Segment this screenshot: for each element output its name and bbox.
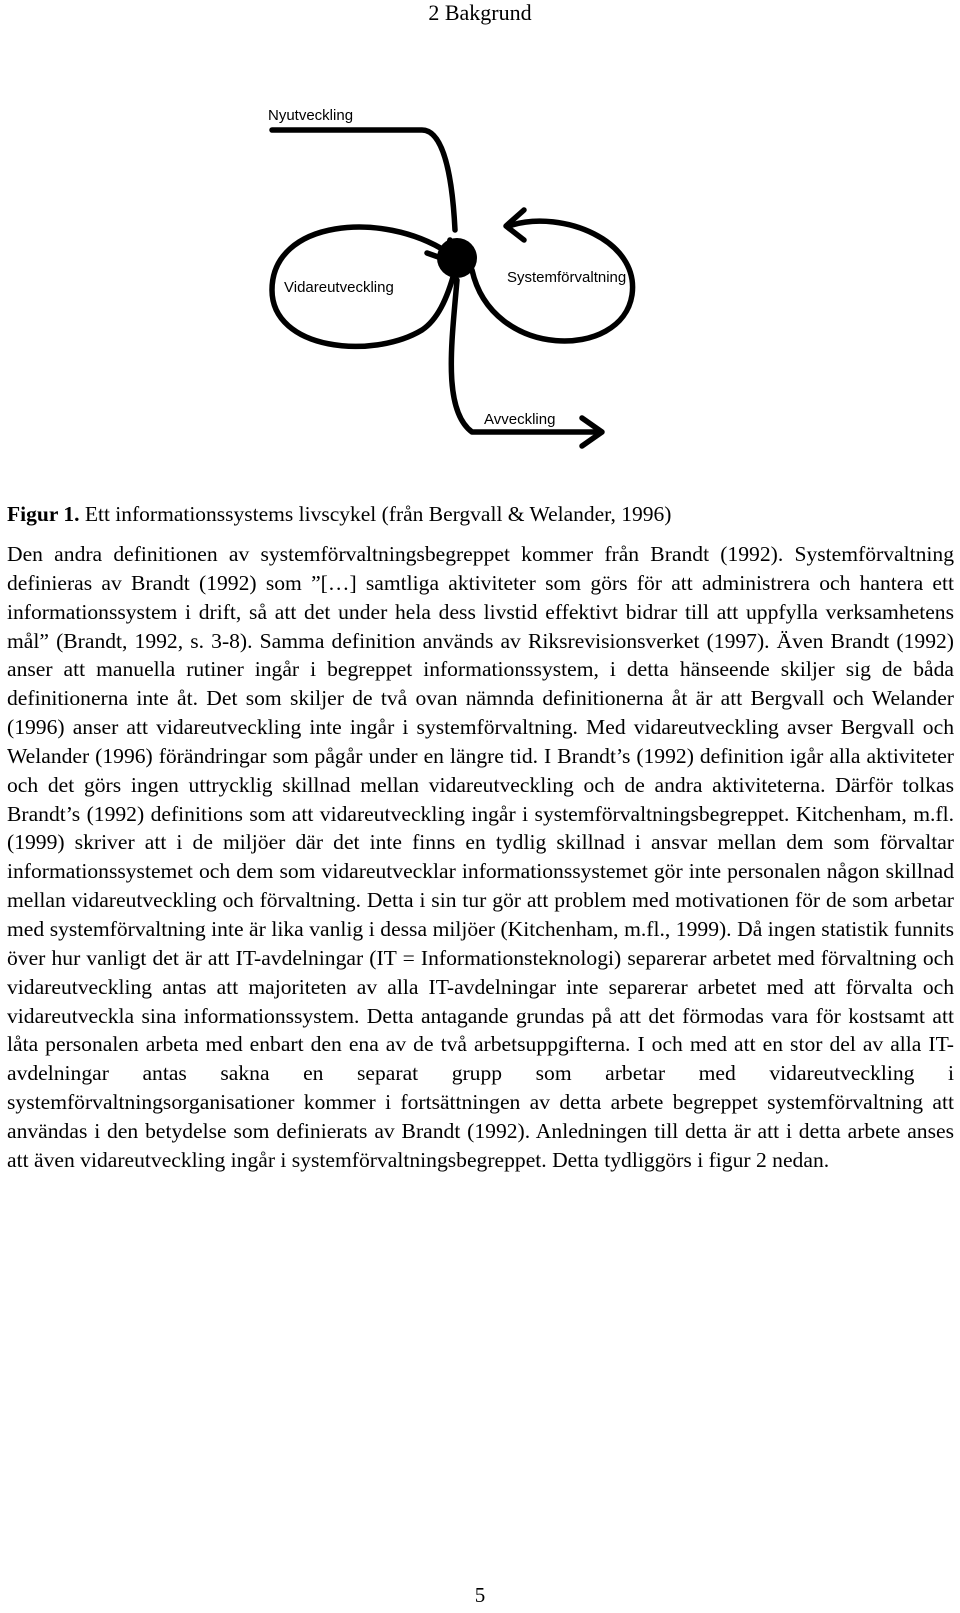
- label-left: Vidareutveckling: [284, 279, 394, 296]
- caption-text: Ett informationssystems livscykel (från Bergvall & Welander, 1996): [79, 502, 672, 526]
- lifecycle-figure: [262, 70, 702, 490]
- body-paragraph: Den andra definitionen av systemförvaltningsbegreppet kommer från Brandt (1992). Systemförvaltning definieras av Brandt (1992) som ”[…] samtliga aktiviteter som görs för att administrera och hantera ett informationssystem i drift, så att det under hela dess livstid effektivt bidrar till att uppfylla verksamhetens mål” (Brandt, 1992, s. 3-8). Samma definition används av Riksrevisionsverket (1997). Även Brandt (1992) anser att manuella rutiner ingår i begreppet informationssystem, i detta hänseende skiljer sig de båda definitionerna inte åt. Det som skiljer de två ovan nämnda definitionerna åt är att Bergvall och Welander (1996) anser att vidareutveckling inte ingår i systemförvaltning. Med vidareutveckling avser Bergvall och Welander (1996) förändringar som pågår under en längre tid. I Brandt’s (1992) definition igår alla aktiviteter och det görs ingen uttrycklig skillnad mellan vidareutveckling och de andra aktiviteterna. Därför tolkas Brandt’s (1992) definitions som att vidareutveckling ingår i systemförvaltningsbegreppet. Kitchenham, m.fl. (1999) skriver att i de miljöer där det inte finns en tydlig skillnad i ansvar mellan dem som förvaltar informationssystemet och dem som vidareutvecklar informationssystemet gör inte personalen någon skillnad mellan vidareutveckling och förvaltning. Detta i sin tur gör att problem med motivationen för de som arbetar med systemförvaltning inte är lika vanlig i dessa miljöer (Kitchenham, m.fl., 1999). Då ingen statistik funnits över hur vanligt det är att IT-avdelningar (IT = Informationsteknologi) separerar arbetet med förvaltning och vidareutveckling antas att majoriteten av alla IT-avdelningar inte separerar arbetet med att förvalta och vidareutveckla sina informationssystem. Detta antagande grundas på att det förmodas vara för kostsamt att låta personalen arbeta med enbart den ena av de två arbetsuppgifterna. I och med att en stor del av alla IT-avdelningar antas sakna en separat grupp som arbetar med vidareutveckling i systemförvaltningsorganisationer kommer i fortsättningen av detta arbete begreppet systemförvaltning att användas i den betydelse som definierats av Brandt (1992). Anledningen till detta är att i detta arbete anses att även vidareutveckling ingår i systemförvaltningsbegreppet. Detta tydliggörs i figur 2 nedan.: [7, 542, 954, 1172]
- lifecycle-diagram: [262, 70, 702, 490]
- label-right: Systemförvaltning: [507, 269, 627, 286]
- page-header: 2 Bakgrund: [428, 0, 532, 25]
- center-node: [437, 238, 477, 278]
- figure-caption: [7, 500, 947, 528]
- retirement-line: [451, 280, 597, 432]
- label-end: Avveckling: [484, 411, 556, 428]
- new-development-line: [272, 130, 455, 230]
- page-number: 5: [474, 1583, 486, 1607]
- caption-label: Figur 1.: [7, 502, 80, 526]
- label-new: Nyutveckling: [268, 107, 354, 124]
